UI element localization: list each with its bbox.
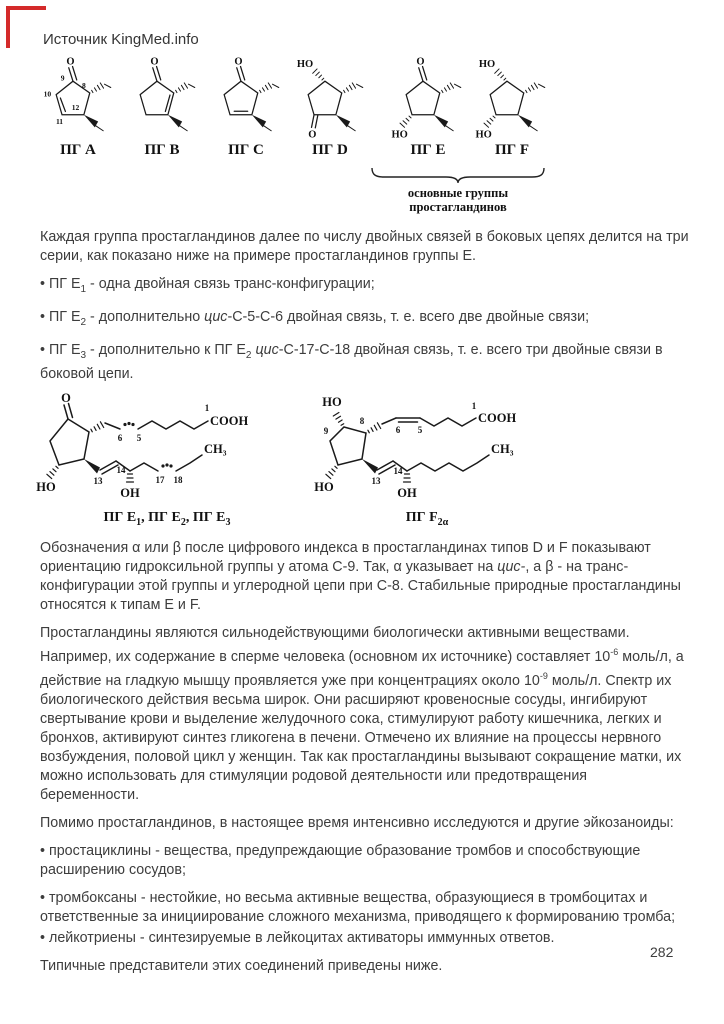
structure-pg-e [386,56,470,159]
structure-label: ПГ E [410,142,446,158]
bullet-pge2-text: • ПГ Е [40,308,81,325]
structure-pg-a [36,56,120,159]
atom-label-ho-bottom: HO [314,479,334,494]
atom-label-ho: HO [36,479,56,494]
bullet-pge2-text2: - дополнительно [86,308,205,325]
atom-number-17: 17 [155,474,165,485]
bullet-pge1-text2: - одна двойная связь транс-конфигурации; [86,276,375,292]
atom-number-9: 9 [323,425,329,436]
figure-pge-pgf-structures [32,393,690,532]
italic-cis: цис [255,341,279,358]
paragraph-text: Обозначения α или β после цифрового индекса в простагландинах типов D и F показывают ориентацию гидроксильной группы у атома С-9. Так, α указывает на [40,540,651,576]
chem-structure-pg-f [470,56,554,140]
atom-label-o: O [416,56,425,68]
structure-pg-b [120,56,204,159]
bullet-leukotrienes: • лейкотриены - синтезируемые в лейкоцитах активаторы иммунных ответов. [40,929,555,946]
structure-label: ПГ C [228,142,264,158]
page-number: 282 [650,944,674,960]
body-text-column [36,228,690,985]
paragraph-eicosanoids-intro: Помимо простагландинов, в настоящее время интенсивно исследуются и другие эйкозаноиды: [40,814,674,831]
atom-number-1: 1 [471,400,477,411]
structure-label: ПГ D [312,142,348,158]
bullet-pge2-text3: -С-5-С-6 двойная связь, т. е. всего две двойные связи; [227,308,590,325]
chem-structure-pgf2a [302,393,552,508]
atom-number-14: 14 [116,464,126,475]
atom-label-o: O [308,129,317,140]
brace-caption-line1: основные группы [407,186,509,200]
paragraph-text2: моль/л, а действие на гладкую мышцу проявляется уже при концентрациях около 10 [40,649,684,689]
bullet-pge1 [40,275,690,299]
brace-caption-line2: простагландинов [409,200,507,214]
atom-number-1: 1 [204,402,210,413]
bullet-thromboxanes: • тромбоксаны - нестойкие, но весьма активные вещества, образующиеся в тромбоцитах и ответственные за инициирование сложного механизма, приводящего к формированию тромба; [40,889,676,925]
subscript: 2 [245,349,252,361]
structure-pgf2a [302,393,552,532]
caption-pgf2a [302,508,552,532]
atom-number-6: 6 [395,424,401,435]
source-note: Источник KingMed.info [43,31,199,48]
bullet-pge2 [40,308,690,332]
chem-structure-pg-b [120,56,204,140]
caption-text: , ПГ Е [185,509,226,525]
bullet-pge3-text4: -С-17-С-18 двойная связь, т. е. всего три двойные связи в боковой цепи. [40,341,663,382]
atom-number-5: 5 [136,432,142,443]
structure-pg-d [288,56,372,159]
brace-caption [370,186,546,214]
caption-text: ПГ Е [103,509,137,525]
atom-label-ch3: CH₃ [491,441,514,456]
atom-label-ho: HO [391,129,408,140]
paragraph-text2: , а β - на транс-конфигурации этой группы и углеродной цепи при С-8. Стабильные природные простагландины относятся к типам Е и F. [40,559,681,614]
atom-label-ho-top: HO [478,58,496,70]
structure-pge-series [32,393,302,532]
italic-cis: цис [204,308,228,325]
caption-text: , ПГ Е [141,509,181,525]
paragraph-alpha-beta [40,539,690,615]
subscript: 3 [80,349,87,361]
paragraph-biological-activity [40,624,690,805]
chem-structure-pg-a [36,56,120,140]
superscript: -6 [610,647,619,658]
subscript: 2α [437,516,449,528]
subscript: 2 [180,516,186,528]
atom-label-ch3: CH₃ [204,441,227,456]
paragraph-text: Простагландины являются сильнодействующими биологически активными веществами. Например, их содержание в сперме человека (основном их источнике) составляет 10 [40,625,630,666]
superscript: -9 [539,671,548,682]
subscript: 2 [80,316,87,328]
atom-number-13: 13 [93,475,103,486]
bullet-pge3-text2: - дополнительно к ПГ Е [86,341,246,358]
atom-number-8: 8 [359,415,365,426]
atom-number-6: 6 [117,432,123,443]
atom-label-oh: OH [397,485,417,500]
bullet-pge3 [40,341,690,384]
atom-label-cooh: COOH [478,410,517,425]
atom-number-9: 9 [60,73,65,83]
bullet-pge3-text: • ПГ Е [40,341,81,358]
atom-number-11: 11 [55,117,64,127]
atom-number-12: 12 [71,102,80,112]
atom-number-18: 18 [173,474,183,485]
bullet-pge1-text: • ПГ Е [40,276,81,292]
atom-number-14: 14 [393,465,403,476]
bullet-prostacyclins: • простациклины - вещества, предупреждающие образование тромбов и способствующие расширению сосудов; [40,842,641,878]
atom-label-oh: OH [120,485,140,500]
structure-pg-c [204,56,288,159]
caption-pge-series [32,508,302,532]
italic-cis: цис- [497,559,526,576]
atom-number-13: 13 [371,475,381,486]
chem-structure-pg-e [386,56,470,140]
atom-label-cooh: COOH [210,413,249,428]
atom-number-5: 5 [417,424,423,435]
atom-label-o: O [61,392,71,405]
atom-label-o: O [66,56,75,68]
red-corner-mark-vertical [6,6,10,48]
structure-label: ПГ F [494,142,530,158]
atom-number-8: 8 [81,80,86,90]
structure-label: ПГ A [60,142,96,158]
structure-pg-f [470,56,554,159]
atom-label-o: O [150,56,159,68]
structure-row [36,56,560,159]
subscript: 1 [136,516,142,528]
figure-prostaglandin-groups [36,56,560,224]
red-corner-mark-horizontal [6,6,46,10]
paragraph-series-intro: Каждая группа простагландинов далее по числу двойных связей в боковых цепях делится на три серии, как показано ниже на примере простагландинов группы Е. [40,229,689,264]
subscript: 1 [80,283,87,295]
structure-label: ПГ B [144,142,180,158]
paragraph-typical-representatives: Типичные представители этих соединений приведены ниже. [40,957,443,974]
chem-structure-pge-series [32,393,302,508]
atom-number-10: 10 [43,89,52,99]
atom-label-ho-bottom: HO [475,129,492,140]
chem-structure-pg-d [288,56,372,140]
paragraph-text3: моль/л. Спектр их биологического действия весьма широк. Они расширяют кровеносные сосуды, ингибируют свертывание крови и выделение желудочного сока, стимулируют работу кишечника, легких и бронхов, активируют синтез гликогена в печени. Отмечено их влияние на процессы нервного возбуждения, половой цикл у женщин. Так как простагландины вызывают сокращение матки, их можно использовать для стимуляции родовой деятельности или предотвращения беременности. [40,672,682,803]
chem-structure-pg-c [204,56,288,140]
atom-label-o: O [234,56,243,68]
subscript: 3 [225,516,231,528]
atom-label-ho-top: HO [322,394,342,409]
caption-text: ПГ F [405,509,438,525]
curly-brace [370,166,546,185]
atom-label-ho: HO [296,58,314,70]
